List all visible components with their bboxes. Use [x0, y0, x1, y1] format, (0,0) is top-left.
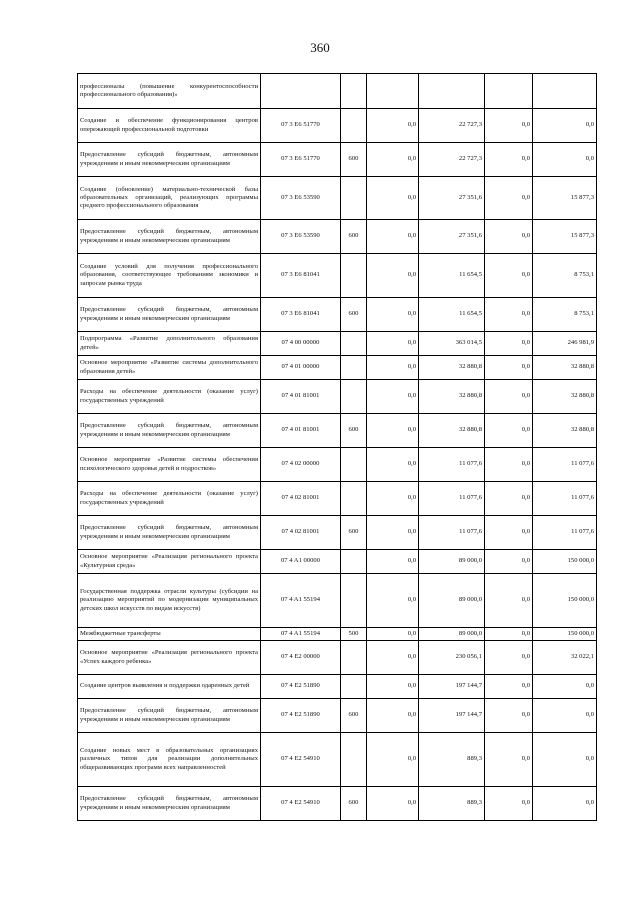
row-value-2-cell: 889,3: [419, 787, 485, 821]
row-value-4-cell: 150 000,0: [533, 550, 597, 574]
row-value-1-cell: 0,0: [367, 254, 419, 298]
row-value-3-cell: 0,0: [485, 177, 533, 220]
row-value-4-cell: 15 877,3: [533, 177, 597, 220]
row-value-1-cell: 0,0: [367, 482, 419, 516]
table-row: [78, 380, 597, 414]
row-value-4-cell: 0,0: [533, 699, 597, 733]
row-value-2-cell: 89 000,0: [419, 550, 485, 574]
row-expense-type-cell: [341, 733, 367, 787]
row-value-4-cell: 0,0: [533, 143, 597, 177]
row-name-cell: Межбюджетные трансферты: [78, 628, 261, 641]
row-name-cell: Расходы на обеспечение деятельности (оказание услуг) государственных учреждений: [78, 482, 261, 516]
table-row: [78, 675, 597, 699]
row-code-cell: 07 3 E6 51770: [261, 109, 341, 143]
row-value-4-cell: 11 077,6: [533, 516, 597, 550]
row-expense-type-cell: 600: [341, 220, 367, 254]
row-value-2-cell: 889,3: [419, 733, 485, 787]
row-code-cell: 07 4 E2 00000: [261, 641, 341, 675]
row-name-cell: Создание (обновление) материально-технической базы образовательных организаций, реализующих программы среднего профессионального образования: [78, 177, 261, 220]
row-code-cell: 07 3 E6 51770: [261, 143, 341, 177]
row-expense-type-cell: [341, 332, 367, 356]
row-value-3-cell: 0,0: [485, 220, 533, 254]
row-name-cell: Основное мероприятие «Реализация регионального проекта «Культурная среда»: [78, 550, 261, 574]
row-value-3-cell: 0,0: [485, 356, 533, 380]
row-name-cell: Предоставление субсидий бюджетным, автономным учреждениям и иным некоммерческим организациям: [78, 298, 261, 332]
row-name-cell: Предоставление субсидий бюджетным, автономным учреждениям и иным некоммерческим организациям: [78, 220, 261, 254]
row-code-cell: 07 3 E6 53590: [261, 177, 341, 220]
row-expense-type-cell: [341, 380, 367, 414]
table-row: [78, 109, 597, 143]
row-value-1-cell: 0,0: [367, 733, 419, 787]
row-value-4-cell: 0,0: [533, 733, 597, 787]
row-code-cell: 07 4 01 00000: [261, 356, 341, 380]
table-row: [78, 74, 597, 109]
row-code-cell: 07 4 A1 55194: [261, 628, 341, 641]
row-value-3-cell: 0,0: [485, 516, 533, 550]
row-value-1-cell: 0,0: [367, 448, 419, 482]
row-value-2-cell: 22 727,3: [419, 109, 485, 143]
row-value-4-cell: 0,0: [533, 675, 597, 699]
table-row: [78, 733, 597, 787]
row-value-2-cell: 197 144,7: [419, 699, 485, 733]
row-code-cell: 07 3 E6 81041: [261, 298, 341, 332]
row-value-3-cell: 0,0: [485, 787, 533, 821]
row-value-1-cell: 0,0: [367, 628, 419, 641]
row-value-2-cell: 363 014,5: [419, 332, 485, 356]
row-value-1-cell: 0,0: [367, 109, 419, 143]
row-value-1-cell: 0,0: [367, 332, 419, 356]
row-value-3-cell: 0,0: [485, 298, 533, 332]
table-row: [78, 414, 597, 448]
table-row: [78, 516, 597, 550]
row-name-cell: Создание новых мест в образовательных организациях различных типов для реализации дополнительных общеразвивающих программ всех направленностей: [78, 733, 261, 787]
row-expense-type-cell: [341, 109, 367, 143]
table-row: [78, 356, 597, 380]
row-value-2-cell: 32 880,8: [419, 380, 485, 414]
row-code-cell: 07 4 E2 54910: [261, 733, 341, 787]
row-expense-type-cell: [341, 448, 367, 482]
row-value-4-cell: 32 880,8: [533, 414, 597, 448]
row-expense-type-cell: 600: [341, 143, 367, 177]
row-expense-type-cell: [341, 574, 367, 628]
budget-table-body: [78, 74, 597, 821]
row-value-4-cell: 8 753,1: [533, 298, 597, 332]
row-expense-type-cell: 600: [341, 414, 367, 448]
row-value-4-cell: 0,0: [533, 787, 597, 821]
row-name-cell: Предоставление субсидий бюджетным, автономным учреждениям и иным некоммерческим организациям: [78, 699, 261, 733]
row-value-1-cell: 0,0: [367, 414, 419, 448]
row-value-2-cell: 32 880,8: [419, 356, 485, 380]
row-name-cell: Основное мероприятие «Развитие системы дополнительного образования детей»: [78, 356, 261, 380]
row-name-cell: Создание и обеспечение функционирования центров опережающей профессиональной подготовки: [78, 109, 261, 143]
row-value-3-cell: 0,0: [485, 448, 533, 482]
row-name-cell: Подпрограмма «Развитие дополнительного образования детей»: [78, 332, 261, 356]
table-row: [78, 787, 597, 821]
row-code-cell: 07 4 02 81001: [261, 516, 341, 550]
row-code-cell: 07 4 02 81001: [261, 482, 341, 516]
table-row: [78, 448, 597, 482]
table-row: [78, 298, 597, 332]
row-value-3-cell: 0,0: [485, 574, 533, 628]
row-value-3-cell: 0,0: [485, 628, 533, 641]
row-value-2-cell: [419, 74, 485, 109]
table-row: [78, 482, 597, 516]
row-value-4-cell: 246 981,9: [533, 332, 597, 356]
table-row: [78, 143, 597, 177]
row-value-2-cell: 197 144,7: [419, 675, 485, 699]
row-name-cell: Предоставление субсидий бюджетным, автономным учреждениям и иным некоммерческим организациям: [78, 414, 261, 448]
row-expense-type-cell: 600: [341, 516, 367, 550]
row-value-4-cell: 150 000,0: [533, 628, 597, 641]
row-value-4-cell: 32 022,1: [533, 641, 597, 675]
row-value-2-cell: 27 351,6: [419, 220, 485, 254]
row-value-2-cell: 27 351,6: [419, 177, 485, 220]
row-value-3-cell: 0,0: [485, 380, 533, 414]
table-row: [78, 628, 597, 641]
row-expense-type-cell: [341, 641, 367, 675]
row-value-3-cell: 0,0: [485, 733, 533, 787]
row-value-2-cell: 32 880,8: [419, 414, 485, 448]
row-value-1-cell: 0,0: [367, 699, 419, 733]
row-value-2-cell: 22 727,3: [419, 143, 485, 177]
budget-table: [77, 73, 597, 821]
row-expense-type-cell: [341, 254, 367, 298]
row-value-3-cell: 0,0: [485, 254, 533, 298]
row-name-cell: Создание условий для получения профессионального образования, соответствующее требованиям экономики и запросам рынка труда: [78, 254, 261, 298]
row-expense-type-cell: 600: [341, 787, 367, 821]
row-name-cell: Основное мероприятие «Развитие системы обеспечения психологического здоровья детей и подростков»: [78, 448, 261, 482]
row-value-1-cell: 0,0: [367, 787, 419, 821]
row-name-cell: Государственная поддержка отрасли культуры (субсидии на реализацию мероприятий по модернизации муниципальных детских школ искусств по видам искусств): [78, 574, 261, 628]
row-value-1-cell: 0,0: [367, 675, 419, 699]
row-value-3-cell: 0,0: [485, 332, 533, 356]
row-value-2-cell: 11 077,6: [419, 448, 485, 482]
row-value-3-cell: 0,0: [485, 414, 533, 448]
row-value-4-cell: 32 880,8: [533, 356, 597, 380]
row-value-3-cell: 0,0: [485, 143, 533, 177]
row-value-2-cell: 89 000,0: [419, 574, 485, 628]
row-expense-type-cell: 600: [341, 699, 367, 733]
row-code-cell: 07 4 E2 51890: [261, 699, 341, 733]
table-row: [78, 332, 597, 356]
row-value-3-cell: 0,0: [485, 550, 533, 574]
row-expense-type-cell: [341, 177, 367, 220]
row-value-1-cell: 0,0: [367, 516, 419, 550]
row-value-1-cell: 0,0: [367, 298, 419, 332]
row-expense-type-cell: [341, 675, 367, 699]
table-row: [78, 177, 597, 220]
row-value-3-cell: 0,0: [485, 675, 533, 699]
row-code-cell: 07 4 E2 51890: [261, 675, 341, 699]
table-row: [78, 220, 597, 254]
row-value-4-cell: 150 000,0: [533, 574, 597, 628]
row-name-cell: Предоставление субсидий бюджетным, автономным учреждениям и иным некоммерческим организациям: [78, 143, 261, 177]
row-expense-type-cell: [341, 550, 367, 574]
table-row: [78, 699, 597, 733]
row-value-4-cell: 8 753,1: [533, 254, 597, 298]
row-value-2-cell: 11 077,6: [419, 516, 485, 550]
row-name-cell: Создание центров выявления и поддержки одаренных детей: [78, 675, 261, 699]
row-value-4-cell: 11 077,6: [533, 448, 597, 482]
row-value-4-cell: 15 877,3: [533, 220, 597, 254]
row-expense-type-cell: 500: [341, 628, 367, 641]
row-code-cell: 07 3 E6 53590: [261, 220, 341, 254]
row-code-cell: 07 3 E6 81041: [261, 254, 341, 298]
row-value-4-cell: 32 880,8: [533, 380, 597, 414]
row-value-1-cell: 0,0: [367, 550, 419, 574]
row-value-3-cell: 0,0: [485, 482, 533, 516]
row-expense-type-cell: 600: [341, 298, 367, 332]
row-code-cell: 07 4 02 00000: [261, 448, 341, 482]
row-code-cell: 07 4 01 81001: [261, 380, 341, 414]
row-value-2-cell: 11 654,5: [419, 298, 485, 332]
row-name-cell: Предоставление субсидий бюджетным, автономным учреждениям и иным некоммерческим организациям: [78, 787, 261, 821]
table-row: [78, 550, 597, 574]
row-value-1-cell: 0,0: [367, 220, 419, 254]
row-code-cell: [261, 74, 341, 109]
row-code-cell: 07 4 01 81001: [261, 414, 341, 448]
row-value-4-cell: 0,0: [533, 109, 597, 143]
row-expense-type-cell: [341, 74, 367, 109]
row-name-cell: профессионалы (повышение конкурентоспособности профессионального образования)»: [78, 74, 261, 109]
row-value-2-cell: 11 077,6: [419, 482, 485, 516]
row-name-cell: Предоставление субсидий бюджетным, автономным учреждениям и иным некоммерческим организациям: [78, 516, 261, 550]
row-value-3-cell: 0,0: [485, 699, 533, 733]
row-value-1-cell: [367, 74, 419, 109]
row-value-4-cell: 11 077,6: [533, 482, 597, 516]
row-code-cell: 07 4 00 00000: [261, 332, 341, 356]
table-row: [78, 254, 597, 298]
row-value-4-cell: [533, 74, 597, 109]
row-value-2-cell: 11 654,5: [419, 254, 485, 298]
row-value-1-cell: 0,0: [367, 380, 419, 414]
row-code-cell: 07 4 E2 54910: [261, 787, 341, 821]
row-value-1-cell: 0,0: [367, 177, 419, 220]
row-value-2-cell: 230 056,1: [419, 641, 485, 675]
row-code-cell: 07 4 A1 55194: [261, 574, 341, 628]
row-expense-type-cell: [341, 356, 367, 380]
row-value-2-cell: 89 000,0: [419, 628, 485, 641]
table-row: [78, 574, 597, 628]
row-code-cell: 07 4 A1 00000: [261, 550, 341, 574]
row-value-1-cell: 0,0: [367, 356, 419, 380]
page-number: 360: [310, 40, 330, 55]
row-name-cell: Основное мероприятие «Реализация регионального проекта «Успех каждого ребенка»: [78, 641, 261, 675]
table-row: [78, 641, 597, 675]
row-value-1-cell: 0,0: [367, 574, 419, 628]
row-expense-type-cell: [341, 482, 367, 516]
row-value-1-cell: 0,0: [367, 641, 419, 675]
row-value-3-cell: 0,0: [485, 109, 533, 143]
row-value-1-cell: 0,0: [367, 143, 419, 177]
row-value-3-cell: 0,0: [485, 641, 533, 675]
row-value-3-cell: [485, 74, 533, 109]
row-name-cell: Расходы на обеспечение деятельности (оказание услуг) государственных учреждений: [78, 380, 261, 414]
